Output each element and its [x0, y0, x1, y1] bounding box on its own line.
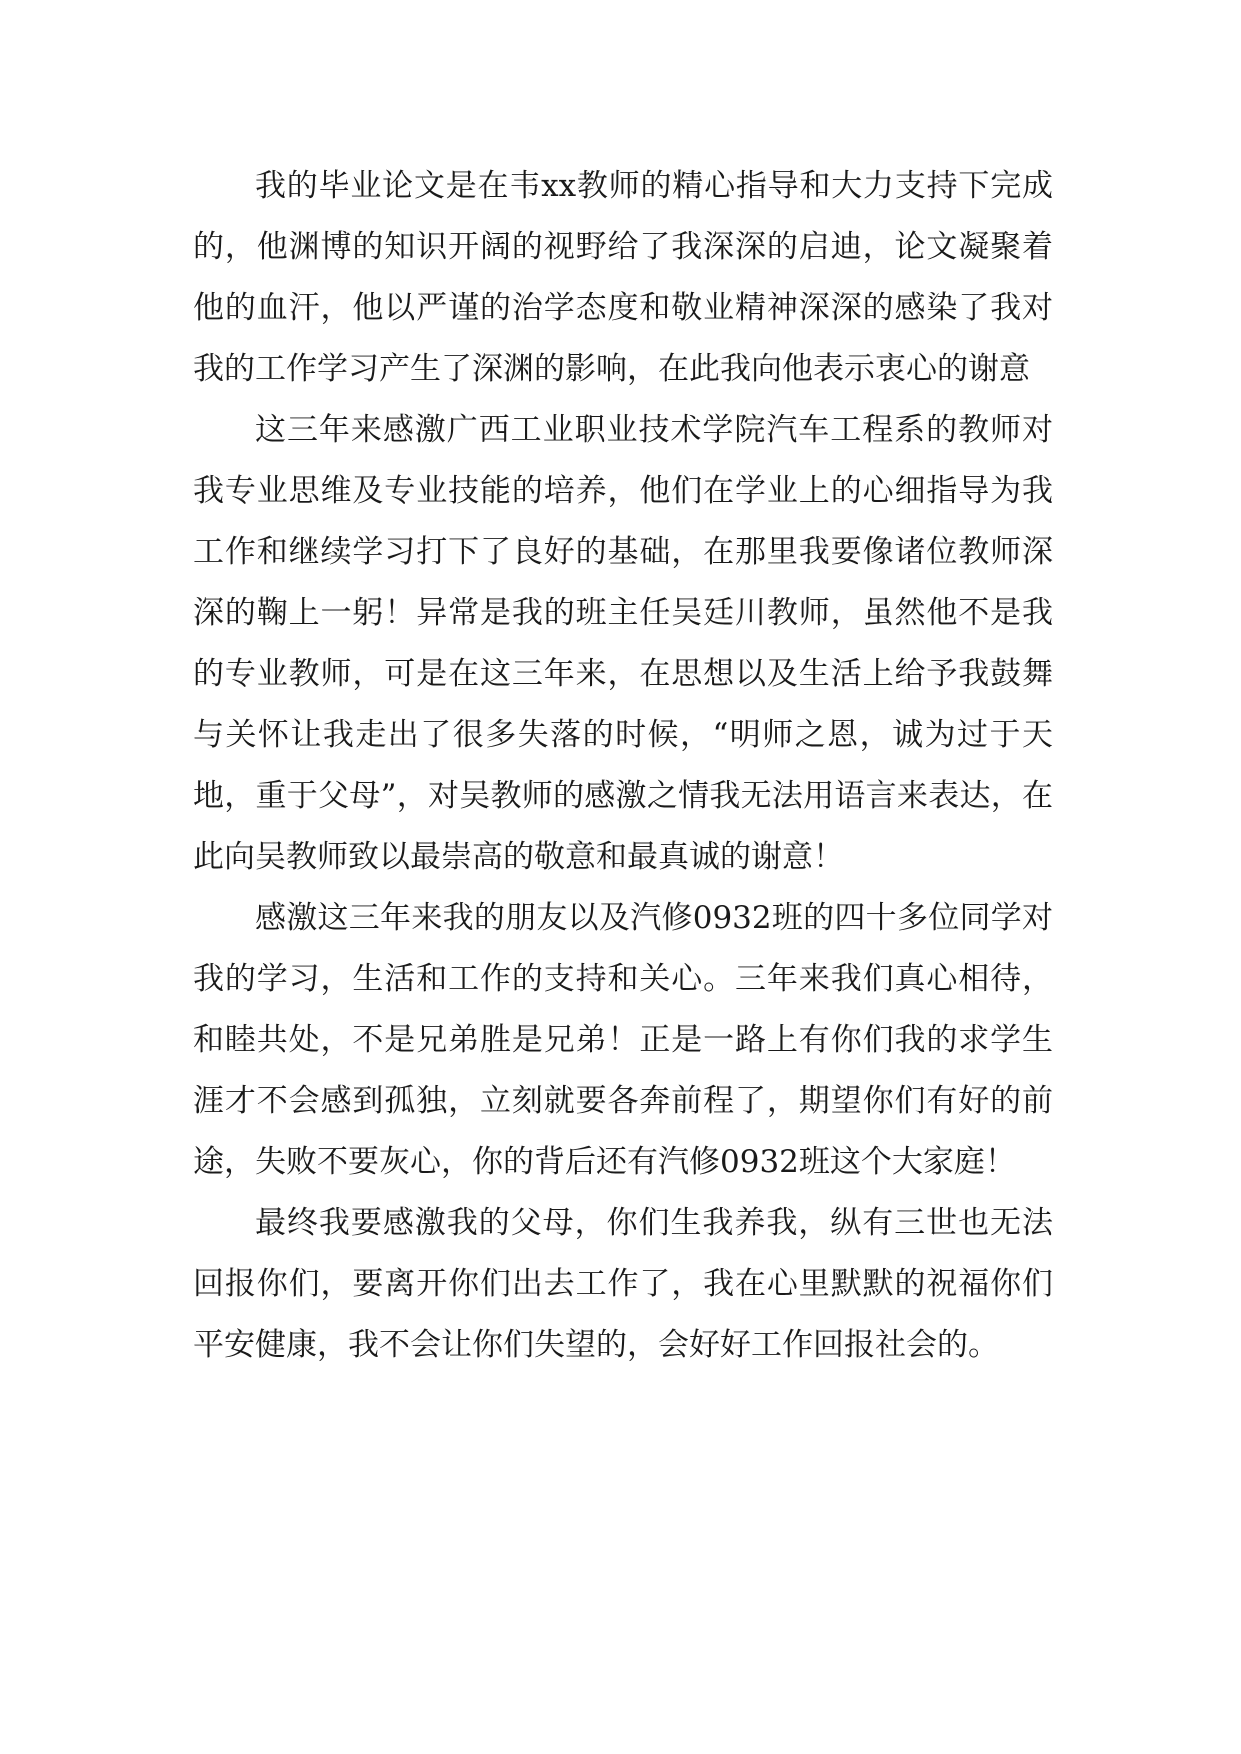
- paragraph-thanks-teachers: 这三年来感激广西工业职业技术学院汽车工程系的教师对我专业思维及专业技能的培养，他们在学业上的心细指导为我工作和继续学习打下了良好的基础，在那里我要像诸位教师深深的鞠上一躬！异常是我的班主任吴廷川教师，虽然他不是我的专业教师，可是在这三年来，在思想以及生活上给予我鼓舞与关怀让我走出了很多失落的时候，“明师之恩，诚为过于天地，重于父母”，对吴教师的感激之情我无法用语言来表达，在此向吴教师致以最崇高的敬意和最真诚的谢意！: [193, 412, 1053, 875]
- paragraph-thanks-parents: 最终我要感激我的父母，你们生我养我，纵有三世也无法回报你们，要离开你们出去工作了，我在心里默默的祝福你们平安健康，我不会让你们失望的，会好好工作回报社会的。: [193, 1205, 1053, 1363]
- paragraph-thanks-advisor: 我的毕业论文是在韦xx教师的精心指导和大力支持下完成的，他渊博的知识开阔的视野给了我深深的启迪，论文凝聚着他的血汗，他以严谨的治学态度和敬业精神深深的感染了我对我的工作学习产生了深渊的影响，在此我向他表示衷心的谢意: [193, 168, 1053, 387]
- paragraph-thanks-classmates: 感激这三年来我的朋友以及汽修0932班的四十多位同学对我的学习，生活和工作的支持和关心。三年来我们真心相待，和睦共处，不是兄弟胜是兄弟！正是一路上有你们我的求学生涯才不会感到孤独，立刻就要各奔前程了，期望你们有好的前途，失败不要灰心，你的背后还有汽修0932班这个大家庭！: [193, 900, 1053, 1180]
- document-body: [193, 156, 1053, 1376]
